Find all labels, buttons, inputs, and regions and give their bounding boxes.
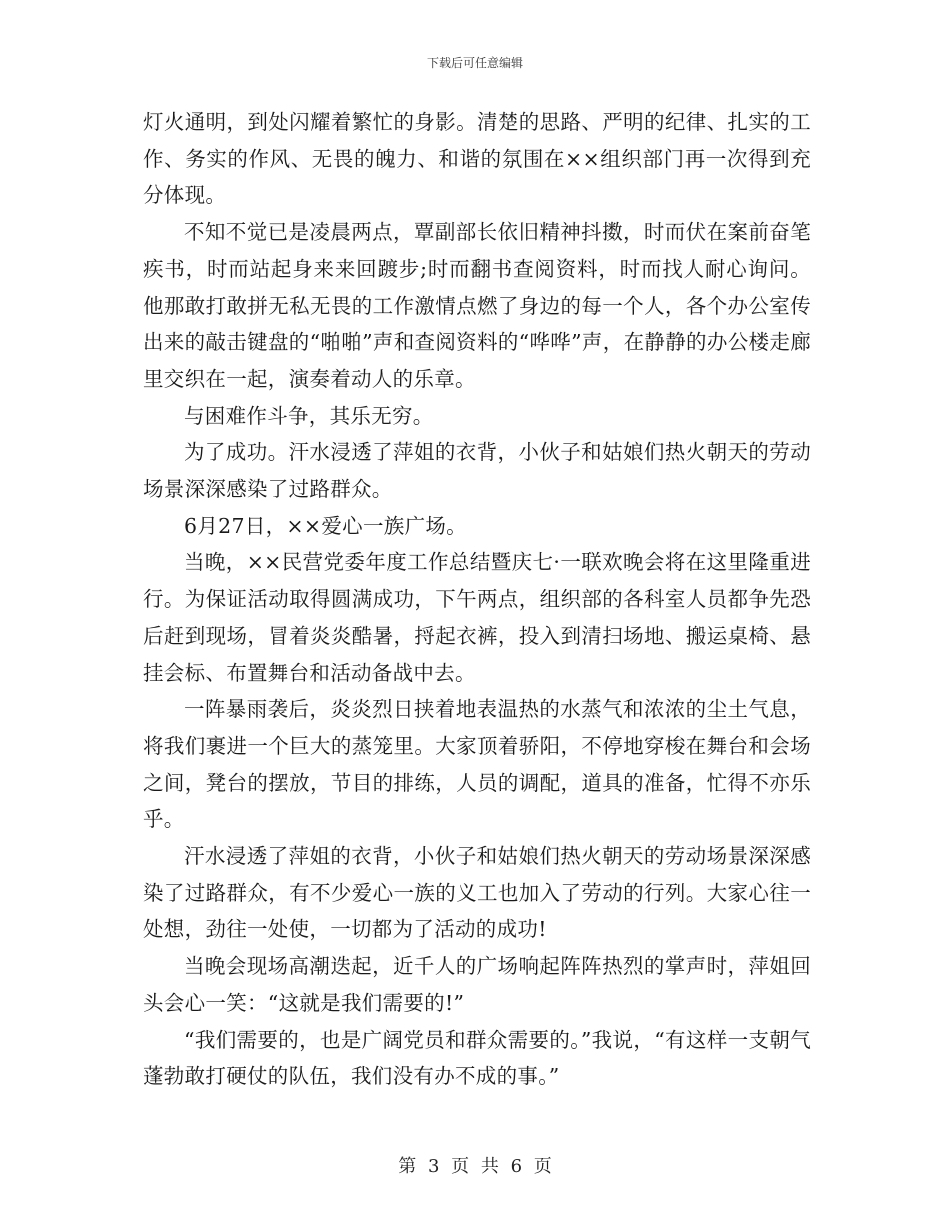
paragraph: 不知不觉已是凌晨两点，覃副部长依旧精神抖擞，时而伏在案前奋笔疾书，时而站起身来来回踱步;时而翻书查阅资料，时而找人耐心询问。他那敢打敢拼无私无畏的工作激情点燃了身边的每一个人，各个办公室传出来的敲击键盘的“啪啪”声和查阅资料的“哗哗”声，在静静的办公楼走廊里交织在一起，演奏着动人的乐章。 [143,220,811,391]
paragraph: 当晚，××民营党委年度工作总结暨庆七·一联欢晚会将在这里隆重进行。为保证活动取得圆满成功，下午两点，组织部的各科室人员都争先恐后赶到现场，冒着炎炎酷暑，捋起衣裤，投入到清扫场地、搬运桌椅、悬挂会标、布置舞台和活动备战中去。 [143,550,811,685]
paragraph-continuation: 灯火通明，到处闪耀着繁忙的身影。清楚的思路、严明的纪律、扎实的工作、务实的作风、无畏的魄力、和谐的氛围在××组织部门再一次得到充分体现。 [143,110,811,208]
page-number: 第 3 页 共 6 页 [398,1156,552,1177]
paragraph: 为了成功。汗水浸透了萍姐的衣背，小伙子和姑娘们热火朝天的劳动场景深深感染了过路群众。 [143,440,811,502]
header-note: 下载后可任意编辑 [426,56,523,70]
paragraph: 一阵暴雨袭后，炎炎烈日挟着地表温热的水蒸气和浓浓的尘土气息，将我们裹进一个巨大的蒸笼里。大家顶着骄阳，不停地穿梭在舞台和会场之间，凳台的摆放，节目的排练，人员的调配，道具的准备，忙得不亦乐乎。 [143,697,811,832]
paragraph: 汗水浸透了萍姐的衣背，小伙子和姑娘们热火朝天的劳动场景深深感染了过路群众，有不少爱心一族的义工也加入了劳动的行列。大家心往一处想，劲往一处使，一切都为了活动的成功! [143,844,811,942]
paragraph: 6月27日，××爱心一族广场。 [184,513,467,538]
document-body [143,104,811,1095]
paragraph: 与困难作斗争，其乐无穷。 [184,403,434,428]
paragraph: “我们需要的，也是广阔党员和群众需要的。”我说，“有这样一支朝气蓬勃敢打硬仗的队伍，我们没有办不成的事。” [143,1027,811,1089]
paragraph: 当晚会现场高潮迭起，近千人的广场响起阵阵热烈的掌声时，萍姐回头会心一笑：“这就是我们需要的!” [143,954,811,1015]
